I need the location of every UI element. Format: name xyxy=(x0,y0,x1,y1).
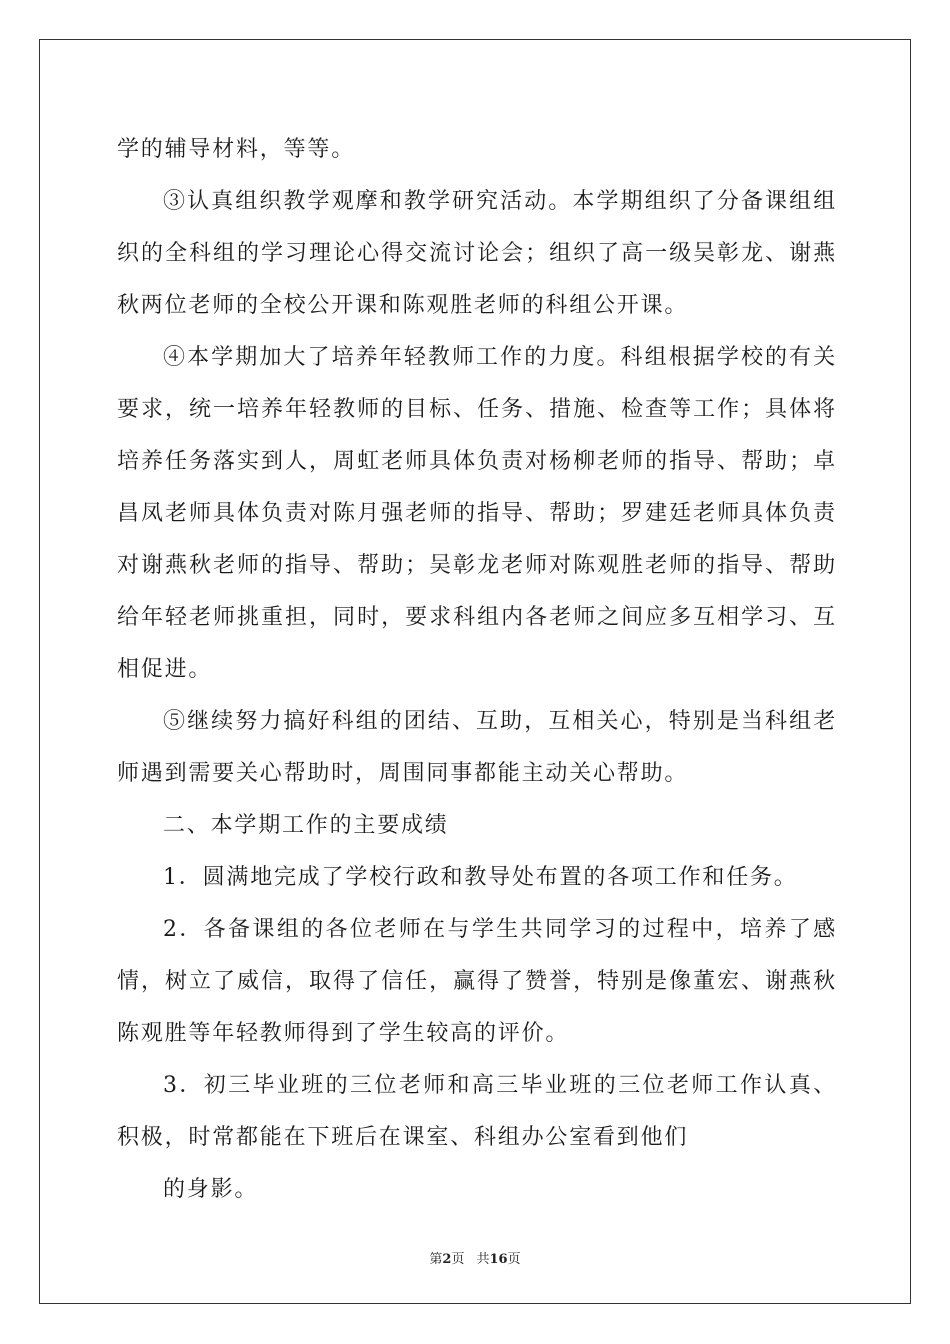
paragraph-item-5: ⑤继续努力搞好科组的团结、互助，互相关心，特别是当科组老师遇到需要关心帮助时，周围同事都能主动关心帮助。 xyxy=(117,709,837,786)
page-prefix: 第 xyxy=(429,1252,443,1267)
paragraph-continuation: 学的辅导材料，等等。 xyxy=(117,137,356,162)
total-suffix: 页 xyxy=(507,1252,521,1267)
paragraph-item-4: ④本学期加大了培养年轻教师工作的力度。科组根据学校的有关要求，统一培养年轻教师的目标、任务、措施、检查等工作；具体将培养任务落实到人，周虹老师具体负责对杨柳老师的指导、帮助；卓昌凤老师具体负责对陈月强老师的指导、帮助；罗建廷老师具体负责对谢燕秋老师的指导、帮助；吴彰龙老师对陈观胜老师的指导、帮助给年轻老师挑重担，同时，要求科组内各老师之间应多互相学习、互相促进。 xyxy=(117,345,837,682)
total-pages: 16 xyxy=(489,1252,508,1267)
achievement-item-3: 3．初三毕业班的三位老师和高三毕业班的三位老师工作认真、积极，时常都能在下班后在课室、科组办公室看到他们 xyxy=(117,1073,837,1150)
achievement-item-2: 2．各备课组的各位老师在与学生共同学习的过程中，培养了感情，树立了威信，取得了信任，赢得了赞誉，特别是像董宏、谢燕秋陈观胜等年轻教师得到了学生较高的评价。 xyxy=(117,917,837,1046)
total-prefix: 共 xyxy=(476,1252,490,1267)
document-body xyxy=(117,124,837,1216)
section-heading: 二、本学期工作的主要成绩 xyxy=(163,813,449,838)
page-suffix: 页 xyxy=(451,1252,465,1267)
achievement-item-1: 1．圆满地完成了学校行政和教导处布置的各项工作和任务。 xyxy=(163,865,798,890)
achievement-item-3-tail: 的身影。 xyxy=(163,1177,259,1202)
page-number: 2 xyxy=(442,1252,452,1267)
page-footer xyxy=(0,1248,950,1267)
paragraph-item-3: ③认真组织教学观摩和教学研究活动。本学期组织了分备课组组织的全科组的学习理论心得交流讨论会；组织了高一级吴彰龙、谢燕秋两位老师的全校公开课和陈观胜老师的科组公开课。 xyxy=(117,189,837,318)
